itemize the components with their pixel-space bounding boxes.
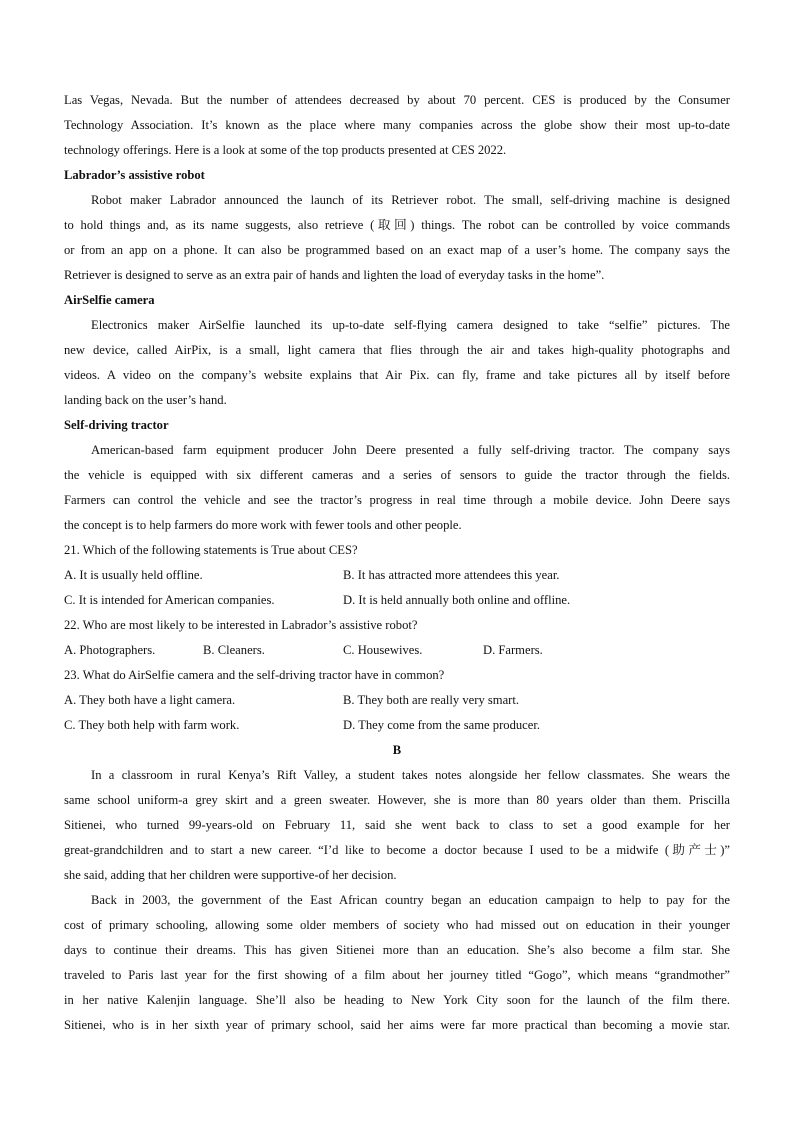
paragraph-line: Electronics maker AirSelfie launched its up-to-date self-flying camera designed to take “selfie” pictures. The (91, 318, 730, 332)
paragraph-line: Sitienei, who turned 99-years-old on February 11, said she went back to class to set a good example for her (64, 818, 730, 832)
question-stem-22: 22. Who are most likely to be interested in Labrador’s assistive robot? (64, 618, 418, 632)
paragraph-line: Farmers can control the vehicle and see the tractor’s progress in real time through a mobile device. John Deere says (64, 493, 730, 507)
paragraph-line: great-grandchildren and to start a new career. “I’d like to become a doctor because I used to be a midwife (助产士)” (64, 843, 730, 857)
paragraph-line: new device, called AirPix, is a small, light camera that flies through the air and takes high-quality photographs and (64, 343, 730, 357)
paragraph-line: traveled to Paris last year for the first showing of a film about her journey titled “Gogo”, which means “grandmother” (64, 968, 730, 982)
section-heading-tractor: Self-driving tractor (64, 418, 169, 432)
option-row (64, 588, 730, 613)
option-row (64, 638, 730, 663)
paragraph-line: Sitienei, who is in her sixth year of primary school, said her aims were far more practical than becoming a movie star. (64, 1018, 730, 1032)
intro-line: Las Vegas, Nevada. But the number of attendees decreased by about 70 percent. CES is produced by the Consumer (64, 93, 730, 107)
paragraph-line: videos. A video on the company’s website explains that Air Pix. can fly, frame and take pictures all by itself before (64, 368, 730, 382)
option-b: B. They both are really very smart. (343, 693, 520, 707)
option-a: A. They both have a light camera. (64, 693, 236, 707)
option-c: C. Housewives. (343, 643, 423, 657)
option-a: A. Photographers. (64, 643, 156, 657)
document-content (64, 88, 730, 1038)
option-b: B. It has attracted more attendees this year. (343, 568, 560, 582)
option-row (64, 563, 730, 588)
option-c: C. They both help with farm work. (64, 718, 240, 732)
passage-label-b: B (392, 743, 402, 757)
paragraph-line: Robot maker Labrador announced the launch of its Retriever robot. The small, self-driving machine is designed (91, 193, 730, 207)
option-b: B. Cleaners. (203, 643, 265, 657)
paragraph-line: the vehicle is equipped with six different cameras and a series of sensors to guide the tractor through the fields. (64, 468, 730, 482)
question-stem-21: 21. Which of the following statements is True about CES? (64, 543, 358, 557)
paragraph-line: the concept is to help farmers do more work with fewer tools and other people. (64, 518, 462, 532)
option-d: D. They come from the same producer. (343, 718, 541, 732)
intro-line: technology offerings. Here is a look at some of the top products presented at CES 2022. (64, 143, 507, 157)
section-heading-labrador: Labrador’s assistive robot (64, 168, 205, 182)
option-d: D. Farmers. (483, 643, 543, 657)
paragraph-line: days to continue their dreams. This has given Sitienei more than an education. She’s also become a film star. She (64, 943, 730, 957)
paragraph-line: Retriever is designed to serve as an extra pair of hands and lighten the load of everyday tasks in the home”. (64, 268, 605, 282)
paragraph-line: or from an app on a phone. It can also be programmed based on an exact map of a user’s home. The company says the (64, 243, 730, 257)
intro-line: Technology Association. It’s known as the place where many companies across the globe show their most up-to-date (64, 118, 730, 132)
option-d: D. It is held annually both online and offline. (343, 593, 571, 607)
option-row (64, 688, 730, 713)
option-a: A. It is usually held offline. (64, 568, 203, 582)
option-row (64, 713, 730, 738)
paragraph-line: she said, adding that her children were supportive-of her decision. (64, 868, 397, 882)
paragraph-line: In a classroom in rural Kenya’s Rift Valley, a student takes notes alongside her fellow classmates. She wears the (91, 768, 730, 782)
paragraph-line: same school uniform-a grey skirt and a green sweater. However, she is more than 80 years older than them. Priscilla (64, 793, 730, 807)
paragraph-line: to hold things and, as its name suggests, also retrieve (取回) things. The robot can be controlled by voice commands (64, 218, 730, 232)
section-heading-airselfie: AirSelfie camera (64, 293, 155, 307)
question-stem-23: 23. What do AirSelfie camera and the self-driving tractor have in common? (64, 668, 445, 682)
paragraph-line: Back in 2003, the government of the East African country began an education campaign to help to pay for the (91, 893, 730, 907)
paragraph-line: American-based farm equipment producer John Deere presented a fully self-driving tractor. The company says (91, 443, 730, 457)
paragraph-line: in her native Kalenjin language. She’ll also be heading to New York City soon for the launch of the film there. (64, 993, 730, 1007)
paragraph-line: cost of primary schooling, allowing some older members of society who had missed out on education in their younger (64, 918, 730, 932)
option-c: C. It is intended for American companies. (64, 593, 275, 607)
paragraph-line: landing back on the user’s hand. (64, 393, 227, 407)
